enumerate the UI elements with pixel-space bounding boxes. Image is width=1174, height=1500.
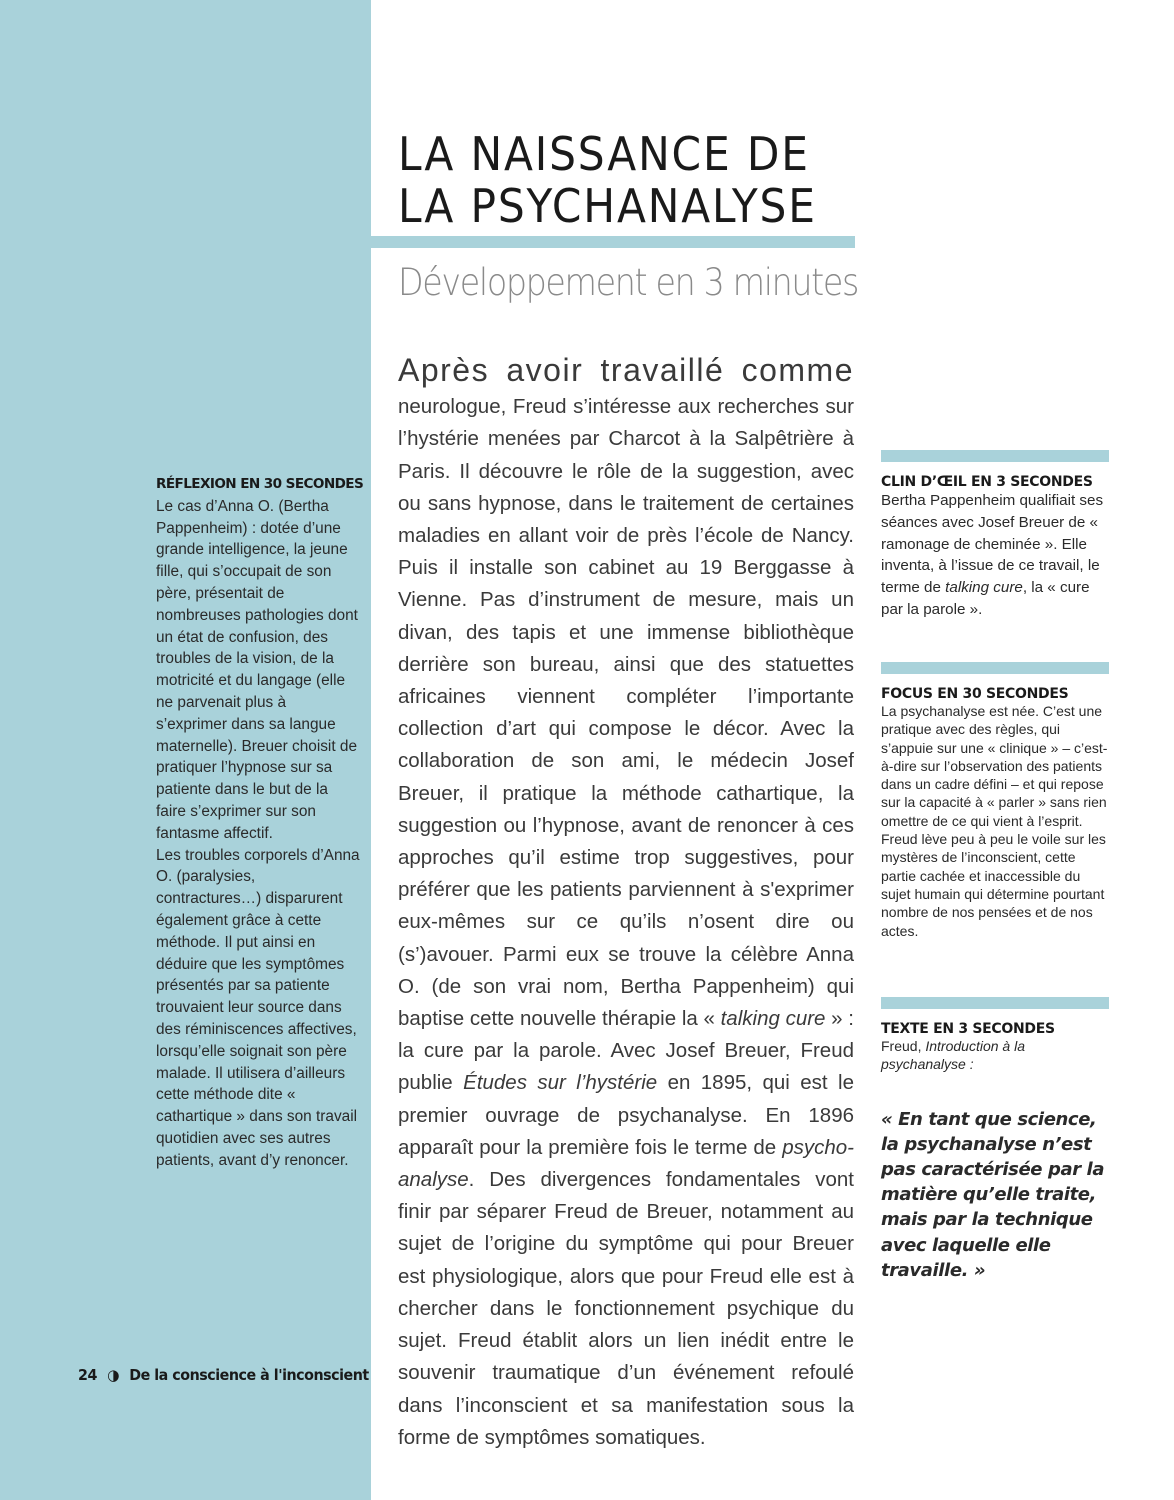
texte-divider-bar [881,997,1109,1009]
body-italic: psycho-analyse [398,1135,854,1192]
freud-quote: « En tant que science, la psychanalyse n’est pas caractérisée par la matière qu’elle traite, mais par la technique avec laquelle elle travaille. » [881,1108,1105,1281]
reflexion-paragraph-2: Les troubles corporels d’Anna O. (paralysies, contractures…) disparurent également grâce à cette méthode. Il put ainsi en déduire que les symptômes présentés par sa patiente trouvaient leur source dans des réminiscences affectives, lorsqu’elle soignait son père malade. Il utilisera d’ailleurs cette méthode dite « cathartique » dans son travail quotidien avec ses autres patients, avant d’y renoncer. [156,846,360,1169]
title-divider-bar [371,236,855,248]
title-line-2: LA PSYCHANALYSE [398,179,817,233]
reflexion-heading: RÉFLEXION EN 30 SECONDES [156,476,364,492]
clin-divider-bar [881,450,1109,462]
clin-doeil-text [881,490,1109,621]
body-segment: . Des divergences fondamentales vont finir par séparer Freud de Breuer, notamment au sujet de l’origine du symptôme qui pour Breuer est physiologique, alors que pour Freud elle est à chercher dans le fonctionnement psychique du sujet. Freud établit alors un lien inédit entre le souvenir traumatique d’un événement refoulé dans l’inconscient et sa manifestation sous la forme de symptômes somatiques. [398,1168,854,1449]
focus-divider-bar [881,662,1109,674]
reflexion-sidebar [156,474,364,1172]
focus-heading: FOCUS EN 30 SECONDES [881,686,1069,702]
clin-doeil-box [881,474,1109,621]
chapter-title: De la conscience à l'inconscient [129,1366,369,1384]
body-segment: » : la cure par la parole. Avec Josef Breuer, Freud publie [398,1007,854,1095]
clin-doeil-heading: CLIN D’ŒIL EN 3 SECONDES [881,474,1093,490]
body-segment: en 1895, qui est le premier ouvrage de psychanalyse. En 1896 apparaît pour la première fois le terme de [398,1071,854,1159]
lead-phrase: Après avoir travaillé comme [398,352,854,388]
main-body-text [398,352,854,1454]
focus-box [881,686,1109,940]
page-footer [78,1366,369,1384]
page-number: 24 [78,1366,97,1384]
body-italic: talking cure [720,1007,826,1031]
texte-heading: TEXTE EN 3 SECONDES [881,1021,1055,1037]
source-title: Introduction à la psychanalyse [881,1038,1025,1073]
title-line-1: LA NAISSANCE DE [398,127,810,181]
clin-text-segment: Bertha Pappenheim qualifiait ses séances avec Josef Breuer de « ramonage de cheminée ». Elle inventa, à l’issue de ce travail, le terme de [881,492,1104,597]
texte-box [881,1021,1109,1283]
focus-text: La psychanalyse est née. C’est une pratique avec des règles, qui s’appuie sur une « clinique » – c’est-à-dire sur l’observation des patients dans un cadre défini – et qui repose sur la capacité à « parler » sans rien omettre de ce qui vient à l’esprit. Freud lève peu à peu le voile sur les mystères de l’inconscient, cette partie cachée et inaccessible du sujet humain qui détermine pourtant nombre de nos pensées et de nos actes. [881,703,1108,939]
source-author: Freud, [881,1038,926,1054]
clin-text-segment: , la « cure par la parole ». [881,579,1090,618]
source-colon: : [965,1056,974,1073]
reflexion-paragraph-1: Le cas d’Anna O. (Bertha Pappenheim) : dotée d’une grande intelligence, la jeune fille, qui s’occupait de son père, présentait de nombreuses pathologies dont un état de confusion, des troubles de la vision, de la motricité et du langage (elle ne parvenait plus à s’exprimer dans sa langue maternelle). Breuer choisit de pratiquer l’hypnose sur sa patiente dans le but de la faire s’exprimer sur son fantasme affectif. [156,497,358,842]
body-italic: Études sur l’hystérie [463,1071,658,1095]
clin-text-italic: talking cure [945,579,1023,597]
body-segment: neurologue, Freud s’intéresse aux recherches sur l’hystérie menées par Charcot à la Salpêtrière à Paris. Il découvre le rôle de la suggestion, avec ou sans hypnose, dans le traitement de certaines maladies en allant voir de près l’école de Nancy. Puis il installe son cabinet au 19 Berggasse à Vienne. Pas d’instrument de mesure, mais un divan, des tapis et une immense bibliothèque derrière son bureau, ainsi que des statuettes africaines viennent compléter l’importante collection d’art qui compose le décor. Avec la collaboration de son ami, le médecin Josef Breuer, il pratique la méthode cathartique, la suggestion ou l’hypnose, avant de renoncer à ces approches qu’il estime trop suggestives, pour préférer que les patients parviennent à s'exprimer eux-mêmes sur ce qu’ils n’osent dire ou (s’)avouer. Parmi eux se trouve la célèbre Anna O. (de son vrai nom, Bertha Pappenheim) qui baptise cette nouvelle thérapie la « [398,395,854,1031]
texte-source [881,1037,1109,1074]
page-title [398,128,817,232]
half-circle-icon: ◑ [107,1366,120,1384]
subtitle: Développement en 3 minutes [398,261,859,304]
